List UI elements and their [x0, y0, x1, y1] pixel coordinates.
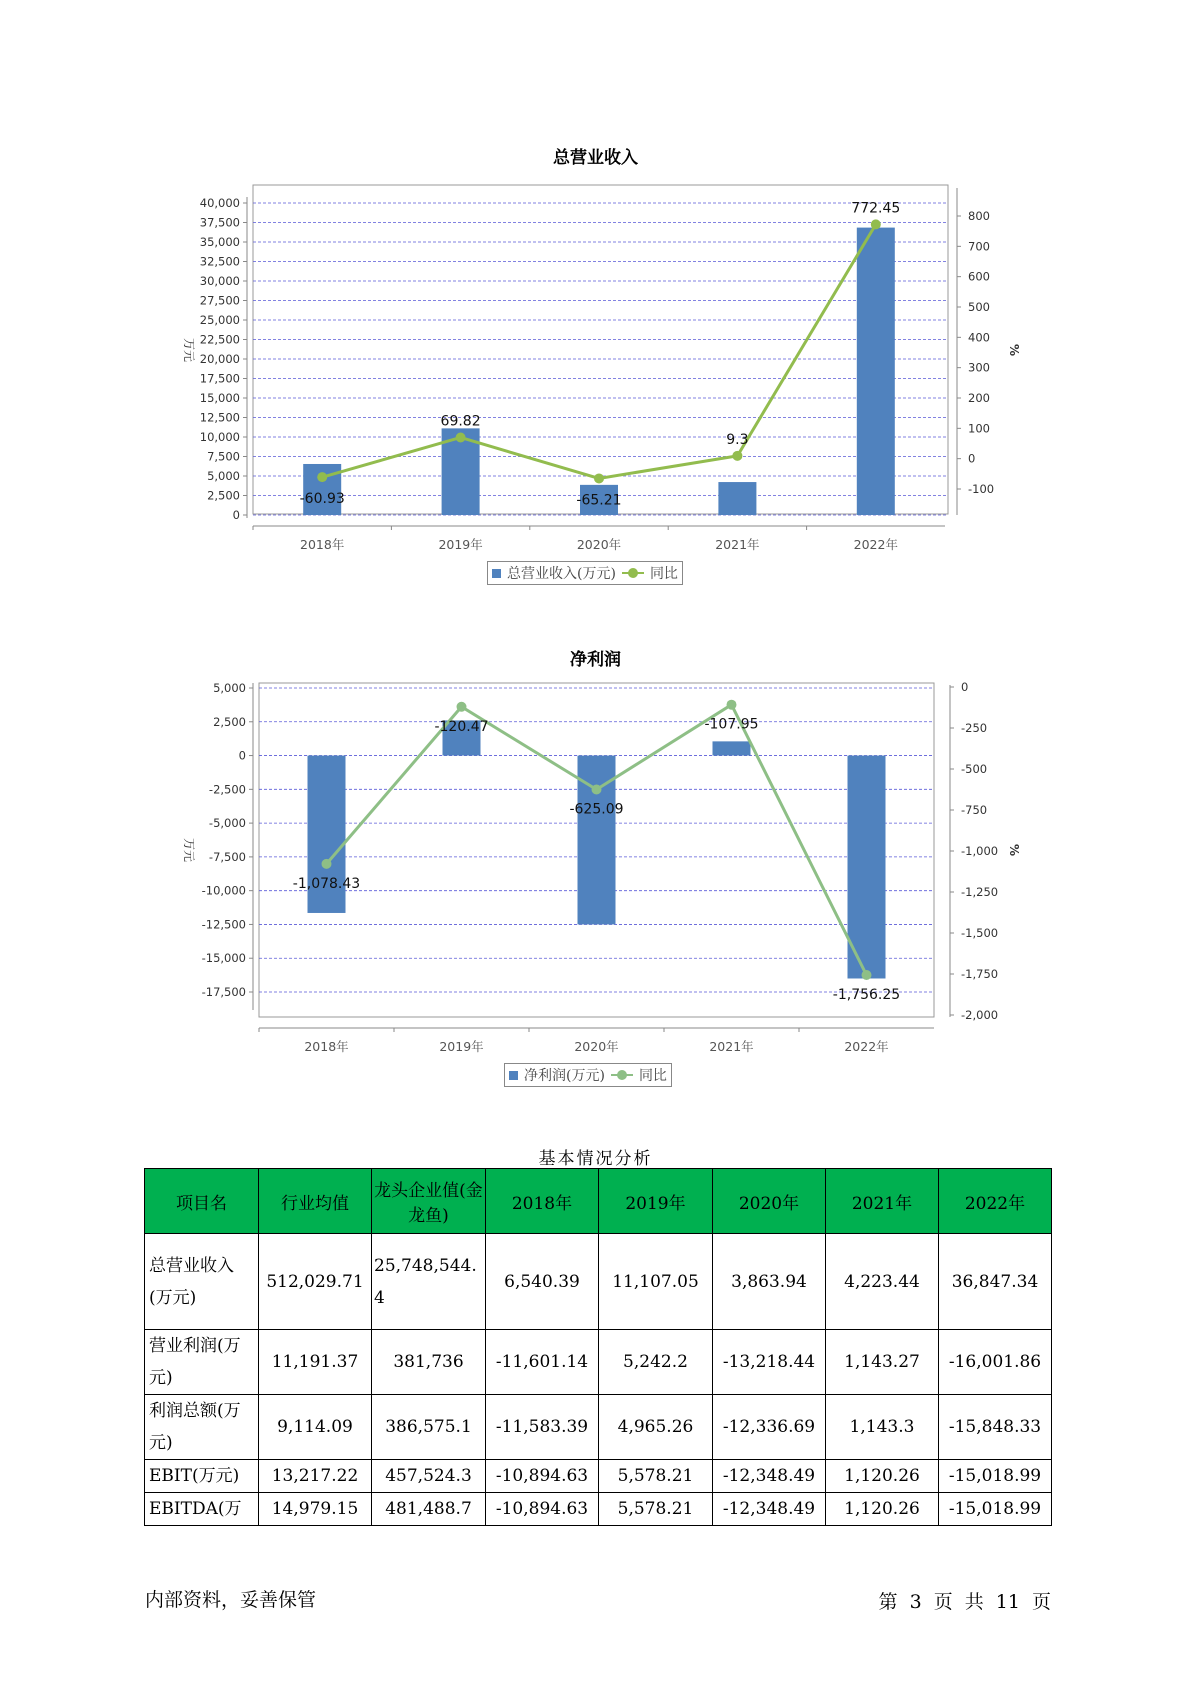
y-tick-label: 0	[238, 748, 246, 763]
y2-tick-label: 500	[968, 300, 990, 314]
y2-tick-label: -750	[961, 803, 988, 817]
data-label: -1,078.43	[292, 875, 361, 892]
y-tick-label: -12,500	[201, 917, 246, 932]
y2-axis-title: %	[1007, 843, 1021, 857]
cell: 4,223.44	[826, 1234, 939, 1330]
y-tick-label: 17,500	[199, 371, 240, 386]
yoy-point	[457, 702, 467, 712]
cell: 14,979.15	[259, 1493, 372, 1526]
y2-tick-label: 0	[961, 680, 969, 694]
plot-area	[253, 185, 948, 514]
yoy-point	[732, 451, 742, 461]
y2-tick-label: -500	[961, 762, 988, 776]
y-tick-label: 15,000	[199, 391, 240, 405]
x-tick-label: 2019年	[438, 537, 483, 552]
yoy-point	[456, 432, 466, 442]
cell: 11,107.05	[599, 1234, 713, 1330]
net-profit-chart	[0, 600, 1191, 1120]
y2-tick-label: -1,750	[961, 967, 999, 981]
header-cell: 项目名	[145, 1169, 259, 1234]
cell: 4,965.26	[599, 1395, 713, 1460]
row-name: EBITDA(万	[145, 1493, 259, 1526]
header-cell: 2021年	[826, 1169, 939, 1234]
y-tick-label: -10,000	[201, 883, 246, 898]
data-label: -120.47	[434, 718, 489, 735]
data-label: 69.82	[440, 413, 481, 430]
legend-line-label: 同比	[638, 1068, 667, 1084]
cell: 1,143.27	[826, 1330, 939, 1395]
y2-tick-label: -1,000	[961, 844, 999, 858]
legend-line-label: 同比	[649, 566, 678, 582]
cell: -16,001.86	[939, 1330, 1052, 1395]
x-tick-label: 2020年	[574, 1039, 619, 1054]
y-tick-label: 30,000	[199, 274, 240, 288]
y2-tick-label: -250	[961, 721, 988, 735]
header-cell: 2019年	[599, 1169, 713, 1234]
legend-bar-label: 净利润(万元)	[524, 1068, 605, 1084]
header-cell: 行业均值	[259, 1169, 372, 1234]
y-tick-label: -17,500	[201, 985, 246, 999]
x-tick-label: 2018年	[304, 1039, 349, 1054]
cell: -15,018.99	[939, 1460, 1052, 1493]
y-tick-label: -15,000	[201, 951, 246, 966]
table-row	[145, 1460, 1052, 1493]
y2-tick-label: -1,250	[961, 885, 999, 899]
y2-tick-label: 300	[968, 360, 990, 375]
yoy-point	[862, 970, 872, 980]
cell: 5,242.2	[599, 1330, 713, 1395]
cell: -10,894.63	[486, 1493, 599, 1526]
row-name: 利润总额(万元)	[145, 1395, 259, 1460]
cell: -12,348.49	[713, 1493, 826, 1526]
cell: 36,847.34	[939, 1234, 1052, 1330]
y2-tick-label: -2,000	[961, 1008, 999, 1022]
y-axis-title: 万元	[182, 337, 196, 363]
bar	[718, 482, 756, 515]
y-tick-label: 20,000	[199, 352, 240, 366]
x-tick-label: 2021年	[709, 1039, 754, 1054]
cell: -13,218.44	[713, 1330, 826, 1395]
y-tick-label: 0	[232, 508, 240, 522]
y-tick-label: 5,000	[213, 681, 246, 695]
data-label: -1,756.25	[832, 987, 901, 1004]
table-row	[145, 1330, 1052, 1395]
cell: 25,748,544.4	[372, 1234, 486, 1330]
cell: -12,348.49	[713, 1460, 826, 1493]
data-label: -65.21	[576, 492, 622, 509]
table-row	[145, 1234, 1052, 1330]
legend-line-swatch	[622, 568, 644, 578]
cell: 381,736	[372, 1330, 486, 1395]
y-tick-label: 7,500	[207, 449, 240, 464]
cell: -11,601.14	[486, 1330, 599, 1395]
y-axis-title: 万元	[182, 837, 196, 863]
table-row	[145, 1395, 1052, 1460]
yoy-point	[592, 785, 602, 795]
y2-tick-label: 200	[968, 391, 990, 405]
x-tick-label: 2019年	[439, 1039, 484, 1054]
cell: 11,191.37	[259, 1330, 372, 1395]
bar	[713, 741, 751, 755]
data-label: 9.3	[726, 431, 749, 448]
y-tick-label: 12,500	[199, 410, 240, 425]
y2-tick-label: 0	[968, 451, 976, 466]
yoy-point	[317, 472, 327, 482]
cell: 481,488.7	[372, 1493, 486, 1526]
row-name: 营业利润(万元)	[145, 1330, 259, 1395]
y-tick-label: 40,000	[199, 196, 240, 210]
y-tick-label: -7,500	[208, 849, 246, 864]
y2-tick-label: -100	[968, 482, 995, 496]
y-tick-label: -2,500	[208, 782, 246, 797]
y2-tick-label: 700	[968, 239, 990, 254]
table-header-row	[145, 1169, 1052, 1234]
y-tick-label: 2,500	[207, 488, 240, 503]
x-tick-label: 2022年	[853, 537, 898, 552]
data-label: -60.93	[299, 491, 345, 508]
cell: 5,578.21	[599, 1493, 713, 1526]
x-tick-label: 2022年	[844, 1039, 889, 1054]
cell: 512,029.71	[259, 1234, 372, 1330]
yoy-point	[322, 859, 332, 869]
legend-line-swatch	[611, 1070, 633, 1080]
y-tick-label: 10,000	[199, 430, 240, 444]
y2-tick-label: -1,500	[961, 926, 999, 940]
cell: 6,540.39	[486, 1234, 599, 1330]
cell: -11,583.39	[486, 1395, 599, 1460]
header-cell: 2018年	[486, 1169, 599, 1234]
footer-confidential: 内部资料，妥善保管	[145, 1589, 317, 1611]
x-tick-label: 2021年	[715, 537, 760, 552]
cell: -15,848.33	[939, 1395, 1052, 1460]
legend-bar-swatch	[509, 1071, 518, 1080]
chart1-legend	[487, 561, 683, 585]
y2-tick-label: 800	[968, 209, 990, 223]
y-tick-label: 2,500	[213, 714, 246, 729]
bar	[857, 228, 895, 515]
cell: -15,018.99	[939, 1493, 1052, 1526]
row-name: 总营业收入(万元)	[145, 1234, 259, 1330]
chart1-title: 总营业收入	[553, 148, 638, 168]
cell: 13,217.22	[259, 1460, 372, 1493]
y-tick-label: 32,500	[199, 254, 240, 269]
y2-tick-label: 400	[968, 330, 990, 345]
data-label: 772.45	[851, 200, 901, 217]
yoy-point	[594, 473, 604, 483]
revenue-chart	[0, 0, 1191, 600]
cell: 1,120.26	[826, 1460, 939, 1493]
chart2-title: 净利润	[570, 650, 621, 670]
y-tick-label: 35,000	[199, 235, 240, 249]
cell: 1,143.3	[826, 1395, 939, 1460]
cell: 5,578.21	[599, 1460, 713, 1493]
cell: 9,114.09	[259, 1395, 372, 1460]
y-tick-label: 37,500	[199, 215, 240, 230]
x-tick-label: 2018年	[300, 537, 345, 552]
table-row	[145, 1493, 1052, 1526]
table-title: 基本情况分析	[538, 1149, 653, 1169]
y2-tick-label: 100	[968, 421, 990, 436]
bar	[303, 464, 341, 515]
yoy-point	[871, 219, 881, 229]
legend-bar-swatch	[492, 569, 501, 578]
header-cell: 龙头企业值(金龙鱼)	[372, 1169, 486, 1234]
header-cell: 2020年	[713, 1169, 826, 1234]
header-cell: 2022年	[939, 1169, 1052, 1234]
x-tick-label: 2020年	[576, 537, 622, 552]
chart2-legend	[504, 1063, 672, 1087]
yoy-point	[727, 700, 737, 710]
legend-bar-label: 总营业收入(万元)	[507, 566, 616, 582]
y-tick-label: 27,500	[199, 293, 240, 308]
y-tick-label: 5,000	[207, 469, 240, 483]
y2-axis-title: %	[1007, 343, 1021, 357]
basic-analysis-table	[144, 1168, 1052, 1526]
y-tick-label: 25,000	[199, 313, 240, 327]
cell: 457,524.3	[372, 1460, 486, 1493]
cell: -10,894.63	[486, 1460, 599, 1493]
footer-page-number: 第 3 页 共 11 页	[878, 1591, 1051, 1613]
data-label: -107.95	[704, 716, 759, 733]
cell: 386,575.1	[372, 1395, 486, 1460]
data-label: -625.09	[569, 801, 624, 818]
row-name: EBIT(万元)	[145, 1460, 259, 1493]
cell: 3,863.94	[713, 1234, 826, 1330]
cell: 1,120.26	[826, 1493, 939, 1526]
y-tick-label: 22,500	[199, 332, 240, 347]
y-tick-label: -5,000	[208, 816, 246, 831]
cell: -12,336.69	[713, 1395, 826, 1460]
y2-tick-label: 600	[968, 269, 990, 284]
